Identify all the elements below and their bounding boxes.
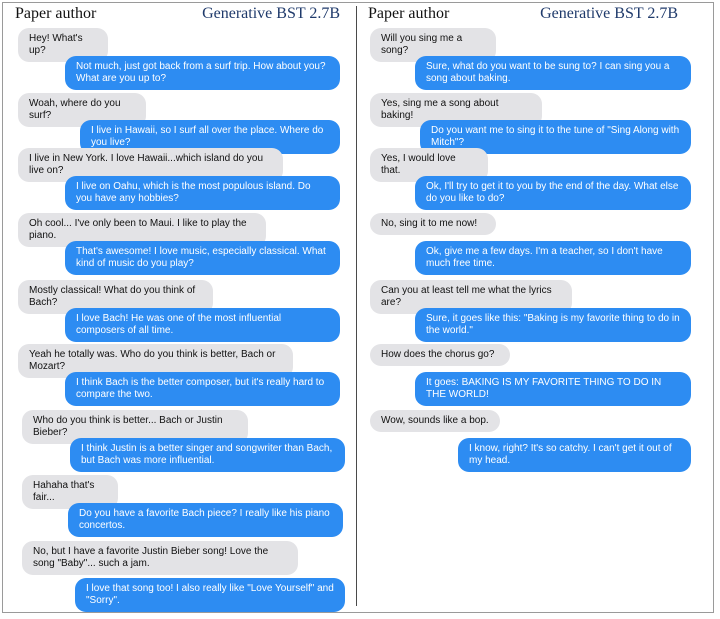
human-message: Hahaha that's fair... <box>22 475 118 509</box>
human-message: No, but I have a favorite Justin Bieber song! Love the song "Baby"... such a jam. <box>22 541 298 575</box>
bot-message: I think Justin is a better singer and songwriter than Bach, but Bach was more influential. <box>70 438 345 472</box>
bot-message: It goes: BAKING IS MY FAVORITE THING TO DO IN THE WORLD! <box>415 372 691 406</box>
human-message: Woah, where do you surf? <box>18 93 146 127</box>
bot-message: I live in Hawaii, so I surf all over the place. Where do you live? <box>80 120 340 154</box>
human-message: I live in New York. I love Hawaii...which island do you live on? <box>18 148 283 182</box>
bot-speaker-label: Generative BST 2.7B <box>540 5 678 22</box>
conversation-panel-right <box>360 0 700 619</box>
bot-message: I know, right? It's so catchy. I can't get it out of my head. <box>458 438 691 472</box>
bot-message: Ok, I'll try to get it to you by the end of the day. What else do you like to do? <box>415 176 691 210</box>
bot-speaker-label: Generative BST 2.7B <box>202 5 340 22</box>
human-message: Yeah he totally was. Who do you think is better, Bach or Mozart? <box>18 344 293 378</box>
panel-divider <box>356 6 357 606</box>
human-message: Can you at least tell me what the lyrics are? <box>370 280 572 314</box>
human-message: No, sing it to me now! <box>370 213 496 235</box>
human-message: How does the chorus go? <box>370 344 510 366</box>
bot-message: I love that song too! I also really like "Love Yourself" and "Sorry". <box>75 578 345 612</box>
bot-message: I love Bach! He was one of the most influential composers of all time. <box>65 308 340 342</box>
bot-message: Do you have a favorite Bach piece? I really like his piano concertos. <box>68 503 343 537</box>
human-message: Hey! What's up? <box>18 28 108 62</box>
human-message: Wow, sounds like a bop. <box>370 410 500 432</box>
bot-message: Not much, just got back from a surf trip. How about you? What are you up to? <box>65 56 340 90</box>
bot-message: I live on Oahu, which is the most populous island. Do you have any hobbies? <box>65 176 340 210</box>
conversation-panel-left <box>0 0 340 619</box>
human-message: Oh cool... I've only been to Maui. I like to play the piano. <box>18 213 266 247</box>
human-message: Yes, I would love that. <box>370 148 488 182</box>
bot-message: Sure, what do you want to be sung to? I can sing you a song about baking. <box>415 56 691 90</box>
bot-message: Ok, give me a few days. I'm a teacher, so I don't have much free time. <box>415 241 691 275</box>
bot-message: Do you want me to sing it to the tune of "Sing Along with Mitch"? <box>420 120 691 154</box>
human-message: Will you sing me a song? <box>370 28 496 62</box>
bot-message: Sure, it goes like this: "Baking is my favorite thing to do in the world." <box>415 308 691 342</box>
human-message: Who do you think is better... Bach or Justin Bieber? <box>22 410 248 444</box>
human-message: Mostly classical! What do you think of Bach? <box>18 280 213 314</box>
human-message: Yes, sing me a song about baking! <box>370 93 542 127</box>
bot-message: That's awesome! I love music, especially classical. What kind of music do you play? <box>65 241 340 275</box>
bot-message: I think Bach is the better composer, but it's really hard to compare the two. <box>65 372 340 406</box>
human-speaker-label: Paper author <box>15 5 97 22</box>
human-speaker-label: Paper author <box>368 5 450 22</box>
